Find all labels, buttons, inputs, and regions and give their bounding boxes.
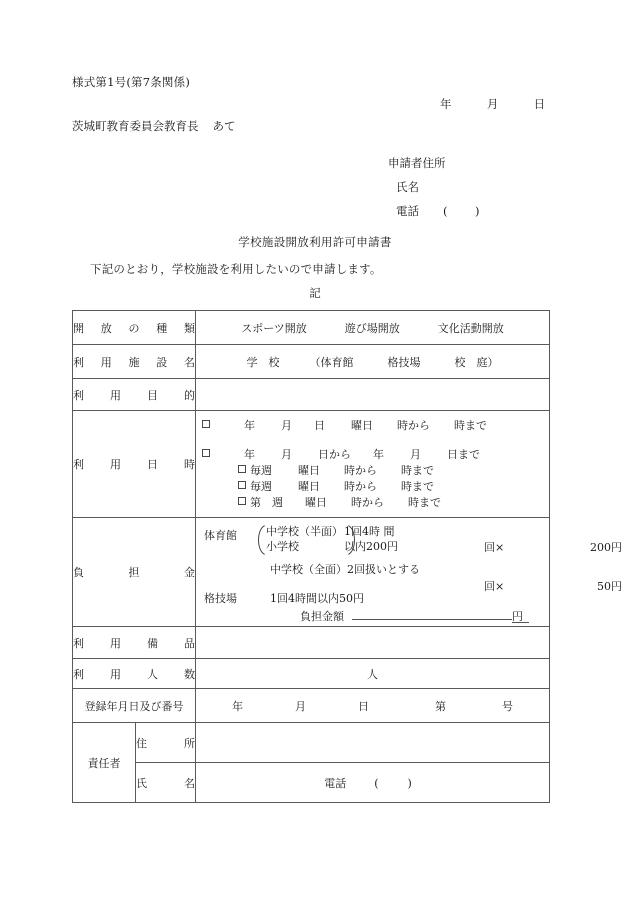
fee-calc-dojo-amount: 50円 bbox=[597, 580, 622, 593]
responsible-tel-label: 電話 bbox=[324, 776, 347, 790]
datetime-single-day-line bbox=[202, 418, 543, 434]
range-month2-label: 月 bbox=[410, 448, 421, 461]
row-label-responsible: 責任者 bbox=[73, 723, 136, 803]
facility-school-label: 学 校 bbox=[246, 355, 280, 369]
checkbox-single-day[interactable] bbox=[202, 420, 210, 428]
monthly-freq: 第 週 bbox=[250, 496, 283, 509]
registration-month-label: 月 bbox=[295, 699, 306, 713]
row-label-facility: 利 用 施 設 名 bbox=[73, 345, 196, 379]
range-year2-label: 年 bbox=[373, 448, 384, 461]
fee-note-full-court: 中学校（全面）2回扱いとする bbox=[270, 563, 420, 576]
applicant-address-label: 申請者住所 bbox=[388, 156, 446, 170]
datetime-weekly-line-2 bbox=[202, 479, 543, 495]
fee-brace-item-elementary: 小学校 bbox=[266, 540, 299, 553]
table-row bbox=[73, 518, 550, 627]
registration-number-suffix: 号 bbox=[502, 699, 513, 713]
fee-calc-dojo bbox=[484, 578, 630, 594]
datetime-weekly-line-1 bbox=[202, 463, 543, 479]
weekly-2-to: 時まで bbox=[401, 480, 434, 493]
checkbox-weekly-2[interactable] bbox=[238, 481, 246, 489]
fee-total-line bbox=[300, 605, 529, 624]
facility-option-gym[interactable]: （体育館 bbox=[309, 355, 354, 369]
issue-date-line bbox=[440, 96, 545, 112]
applicant-address-row bbox=[388, 151, 487, 175]
fee-dojo-rate: 1回4時間以内50円 bbox=[270, 592, 364, 605]
single-from-label: 時から bbox=[397, 419, 430, 432]
table-row bbox=[73, 379, 550, 411]
weekly-1-freq: 毎週 bbox=[250, 464, 272, 477]
row-value-open-type bbox=[196, 311, 550, 345]
date-day-label: 日 bbox=[533, 97, 546, 111]
row-value-responsible-name[interactable] bbox=[196, 763, 550, 803]
addressee-name: 茨城町教育委員会教育長 bbox=[72, 119, 199, 133]
fee-total-input[interactable] bbox=[352, 605, 512, 620]
row-label-open-type: 開 放 の 種 類 bbox=[73, 311, 196, 345]
table-row bbox=[73, 723, 550, 763]
page-title: 学校施設開放利用許可申請書 bbox=[238, 235, 392, 249]
table-row bbox=[73, 689, 550, 723]
registration-number-prefix: 第 bbox=[435, 699, 446, 713]
registration-year-label: 年 bbox=[232, 699, 243, 713]
fee-calc-gym-amount: 200円 bbox=[590, 541, 622, 554]
form-number: 様式第1号(第7条関係) bbox=[72, 75, 191, 89]
row-value-people[interactable] bbox=[196, 659, 550, 689]
weekly-1-from: 時から bbox=[344, 464, 377, 477]
fee-gym-rate-line1: 1回4時 間 bbox=[344, 525, 395, 538]
open-type-option-playground[interactable]: 遊び場開放 bbox=[344, 321, 400, 335]
monthly-from: 時から bbox=[351, 496, 384, 509]
range-year-label: 年 bbox=[244, 448, 255, 461]
datetime-monthly-line bbox=[202, 495, 543, 511]
row-label-registration: 登録年月日及び番号 bbox=[73, 689, 196, 723]
fee-calc-gym-times[interactable]: 回× bbox=[484, 541, 505, 554]
responsible-tel-parenthesis: ( ) bbox=[374, 776, 421, 790]
monthly-to: 時まで bbox=[408, 496, 441, 509]
row-value-purpose[interactable] bbox=[196, 379, 550, 411]
application-table bbox=[72, 310, 622, 803]
range-day-from-label: 日から bbox=[318, 448, 351, 461]
single-weekday-label: 曜日 bbox=[351, 419, 373, 432]
applicant-tel-label: 電話 bbox=[396, 204, 419, 218]
row-label-people: 利 用 人 数 bbox=[73, 659, 196, 689]
fee-gym-rate-line2: 以内200円 bbox=[344, 540, 398, 553]
checkbox-date-range[interactable] bbox=[202, 449, 210, 457]
row-label-datetime: 利 用 日 時 bbox=[73, 411, 196, 518]
weekly-1-to: 時まで bbox=[401, 464, 434, 477]
people-unit: 人 bbox=[367, 667, 378, 681]
fee-dojo-label: 格技場 bbox=[204, 592, 237, 605]
single-year-label: 年 bbox=[244, 419, 255, 432]
weekly-2-freq: 毎週 bbox=[250, 480, 272, 493]
row-value-facility bbox=[196, 345, 550, 379]
ki-mark: 記 bbox=[309, 286, 321, 300]
open-type-option-sports[interactable]: スポーツ開放 bbox=[241, 321, 307, 335]
row-value-fee bbox=[196, 518, 622, 627]
open-type-option-culture[interactable]: 文化活動開放 bbox=[437, 321, 504, 335]
table-row bbox=[73, 411, 550, 518]
table-row bbox=[73, 345, 550, 379]
addressee-suffix: あて bbox=[212, 119, 236, 133]
date-month-label: 月 bbox=[486, 97, 499, 111]
row-value-datetime bbox=[196, 411, 550, 518]
fee-brace-item-junior-half: 中学校（半面） bbox=[266, 525, 343, 538]
single-to-label: 時まで bbox=[454, 419, 487, 432]
range-month-label: 月 bbox=[281, 448, 292, 461]
row-label-responsible-name: 氏 名 bbox=[136, 763, 196, 803]
applicant-tel-row bbox=[388, 199, 487, 223]
applicant-block bbox=[388, 151, 487, 223]
table-row bbox=[73, 311, 550, 345]
row-label-purpose: 利 用 目 的 bbox=[73, 379, 196, 411]
registration-day-label: 日 bbox=[358, 699, 369, 713]
row-value-responsible-address[interactable] bbox=[196, 723, 550, 763]
checkbox-monthly[interactable] bbox=[238, 497, 246, 505]
facility-option-dojo[interactable]: 格技場 bbox=[387, 355, 421, 369]
checkbox-weekly-1[interactable] bbox=[238, 465, 246, 473]
weekly-1-weekday: 曜日 bbox=[298, 464, 320, 477]
fee-total-unit: 円 bbox=[512, 608, 529, 623]
row-value-equipment[interactable] bbox=[196, 627, 550, 659]
monthly-weekday: 曜日 bbox=[305, 496, 327, 509]
fee-gym-label: 体育館 bbox=[204, 529, 237, 542]
weekly-2-from: 時から bbox=[344, 480, 377, 493]
single-day-label: 日 bbox=[314, 419, 325, 432]
table-row bbox=[73, 659, 550, 689]
brace-left-icon bbox=[256, 524, 265, 554]
addressee-line bbox=[72, 118, 236, 134]
row-label-fee: 負 担 金 bbox=[73, 518, 196, 627]
facility-option-ground[interactable]: 校 庭） bbox=[454, 355, 499, 369]
fee-calc-dojo-times[interactable]: 回× bbox=[484, 580, 505, 593]
range-day-to-label: 日まで bbox=[447, 448, 480, 461]
applicant-name-row bbox=[388, 175, 487, 199]
applicant-name-label: 氏名 bbox=[396, 180, 419, 194]
fee-brace-group bbox=[256, 524, 357, 554]
row-label-responsible-address: 住 所 bbox=[136, 723, 196, 763]
table-row bbox=[73, 627, 550, 659]
date-year-label: 年 bbox=[440, 97, 452, 111]
lead-sentence: 下記のとおり，学校施設を利用したいので申請します。 bbox=[90, 262, 382, 276]
weekly-2-weekday: 曜日 bbox=[298, 480, 320, 493]
fee-gym-rate bbox=[344, 524, 398, 554]
table-row bbox=[73, 763, 550, 803]
row-label-equipment: 利 用 備 品 bbox=[73, 627, 196, 659]
row-value-registration bbox=[196, 689, 550, 723]
applicant-tel-parenthesis: ( ) bbox=[443, 204, 488, 218]
datetime-range-line bbox=[202, 447, 543, 463]
fee-total-label: 負担金額 bbox=[300, 610, 344, 623]
fee-calc-gym bbox=[484, 539, 630, 555]
single-month-label: 月 bbox=[281, 419, 292, 432]
